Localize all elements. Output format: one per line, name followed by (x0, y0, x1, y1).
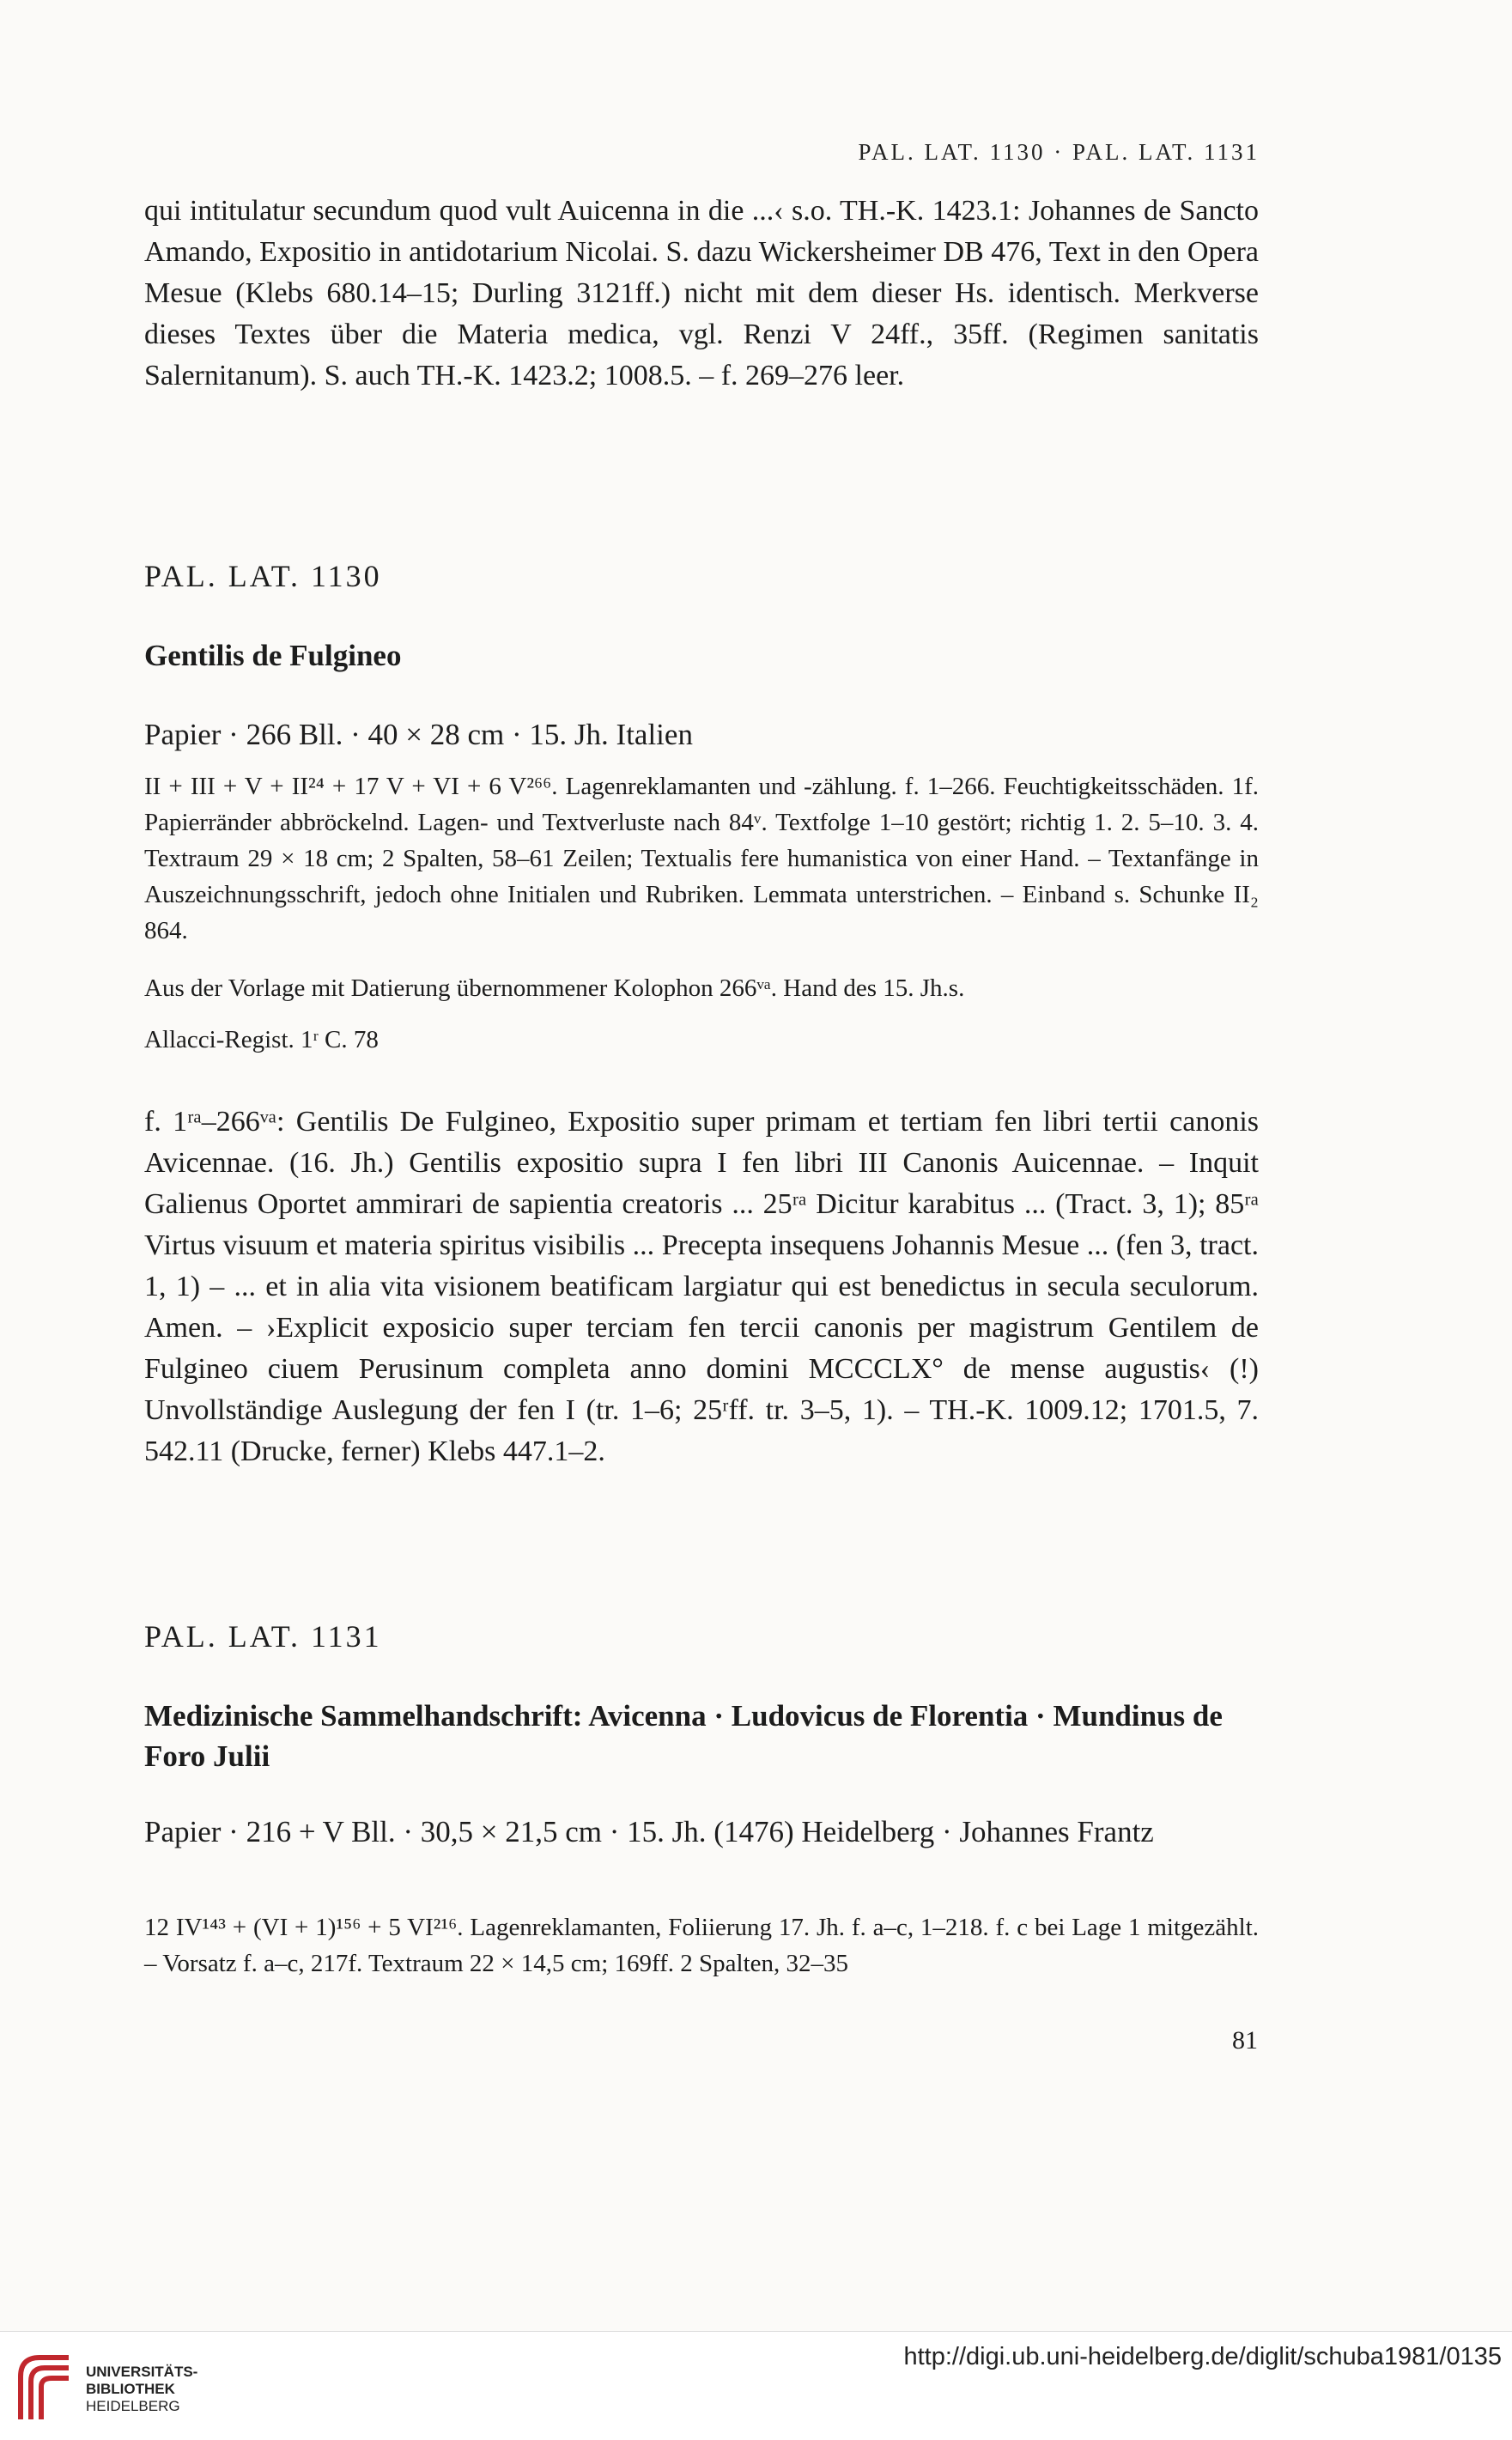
title-1130: Gentilis de Fulgineo (144, 639, 402, 672)
page-number: 81 (1232, 2026, 1258, 2055)
physical-1130: Papier · 266 Bll. · 40 × 28 cm · 15. Jh. Italien (144, 718, 693, 751)
codicology-1130: II + III + V + II²⁴ + 17 V + VI + 6 V²⁶⁶. Lagenreklamanten und -zählung. f. 1–266. Feuchtigkeitsschäden. 1f. Papierränder abbröckelnd. Lagen- und Textverluste nach 84ᵛ. Textfolge 1–10 gestört; richtig 1. 2. 5–10. 3. 4. Textraum 29 × 18 cm; 2 Spalten, 58–61 Zeilen; Textualis fere humanistica von einer Hand. – Textanfänge in Auszeichnungsschrift, jedoch ohne Initialen und Rubriken. Lemmata unterstrichen. – Einband s. Schunke II₂ 864. (144, 773, 1259, 944)
library-name (86, 2364, 197, 2415)
physical-1131: Papier · 216 + V Bll. · 30,5 × 21,5 cm · 15. Jh. (1476) Heidelberg · Johannes Frantz (144, 1815, 1154, 1848)
library-logo-icon (15, 2351, 74, 2425)
shelfmark-1130: PAL. LAT. 1130 (144, 559, 382, 593)
codicology-1131: 12 IV¹⁴³ + (VI + 1)¹⁵⁶ + 5 VI²¹⁶. Lagenreklamanten, Foliierung 17. Jh. f. a–c, 1–218. f. c bei Lage 1 mitgezählt. – Vorsatz f. a–c, 217f. Textraum 22 × 14,5 cm; 169ff. 2 Spalten, 32–35 (144, 1914, 1259, 1977)
continuation-paragraph: qui intitulatur secundum quod vult Auicenna in die ...‹ s.o. TH.-K. 1423.1: Johannes de Sancto Amando, Expositio in antidotarium Nicolai. S. dazu Wickersheimer DB 476, Text in den Opera Mesue (Klebs 680.14–15; Durling 3121ff.) nicht mit dem dieser Hs. identisch. Merkverse dieses Textes über die Materia medica, vgl. Renzi V 24ff., 35ff. (Regimen sanitatis Salernitanum). S. auch TH.-K. 1423.2; 1008.5. – f. 269–276 leer. (144, 195, 1259, 391)
content-1130: f. 1ʳᵃ–266ᵛᵃ: Gentilis De Fulgineo, Expositio super primam et tertiam fen libri tertii canonis Avicennae. (16. Jh.) Gentilis expositio supra I fen libri III Canonis Auicennae. – Inquit Galienus Oportet ammirari de sapientia creatoris ... 25ʳᵃ Dicitur karabitus ... (Tract. 3, 1); 85ʳᵃ Virtus visuum et materia spiritus visibilis ... Precepta insequens Johannis Mesue ... (fen 3, tract. 1, 1) – ... et in alia vita visionem beatificam largiatur qui est benedictus in secula seculorum. Amen. – ›Explicit exposicio super terciam fen tercii canonis per magistrum Gentilem de Fulgineo ciuem Perusinum completa anno domini MCCCLX° de mense augustis‹ (!) Unvollständige Auslegung der fen I (tr. 1–6; 25ʳff. tr. 3–5, 1). – TH.-K. 1009.12; 1701.5, 7. 542.11 (Drucke, ferner) Klebs 447.1–2. (144, 1106, 1259, 1467)
library-name-line3: HEIDELBERG (86, 2398, 180, 2414)
running-header: PAL. LAT. 1130 · PAL. LAT. 1131 (858, 139, 1260, 165)
shelfmark-1131: PAL. LAT. 1131 (144, 1619, 382, 1654)
register-1130: Allacci-Regist. 1ʳ C. 78 (144, 1026, 379, 1053)
library-name-line1: UNIVERSITÄTS- (86, 2364, 198, 2380)
provenance-1130: Aus der Vorlage mit Datierung übernommener Kolophon 266ᵛᵃ. Hand des 15. Jh.s. (144, 974, 965, 1002)
permalink-url[interactable]: http://digi.ub.uni-heidelberg.de/diglit/schuba1981/0135 (903, 2343, 1502, 2370)
library-name-line2: BIBLIOTHEK (86, 2381, 175, 2397)
title-1131: Medizinische Sammelhandschrift: Avicenna · Ludovicus de Florentia · Mundinus de Foro Julii (144, 1699, 1223, 1773)
